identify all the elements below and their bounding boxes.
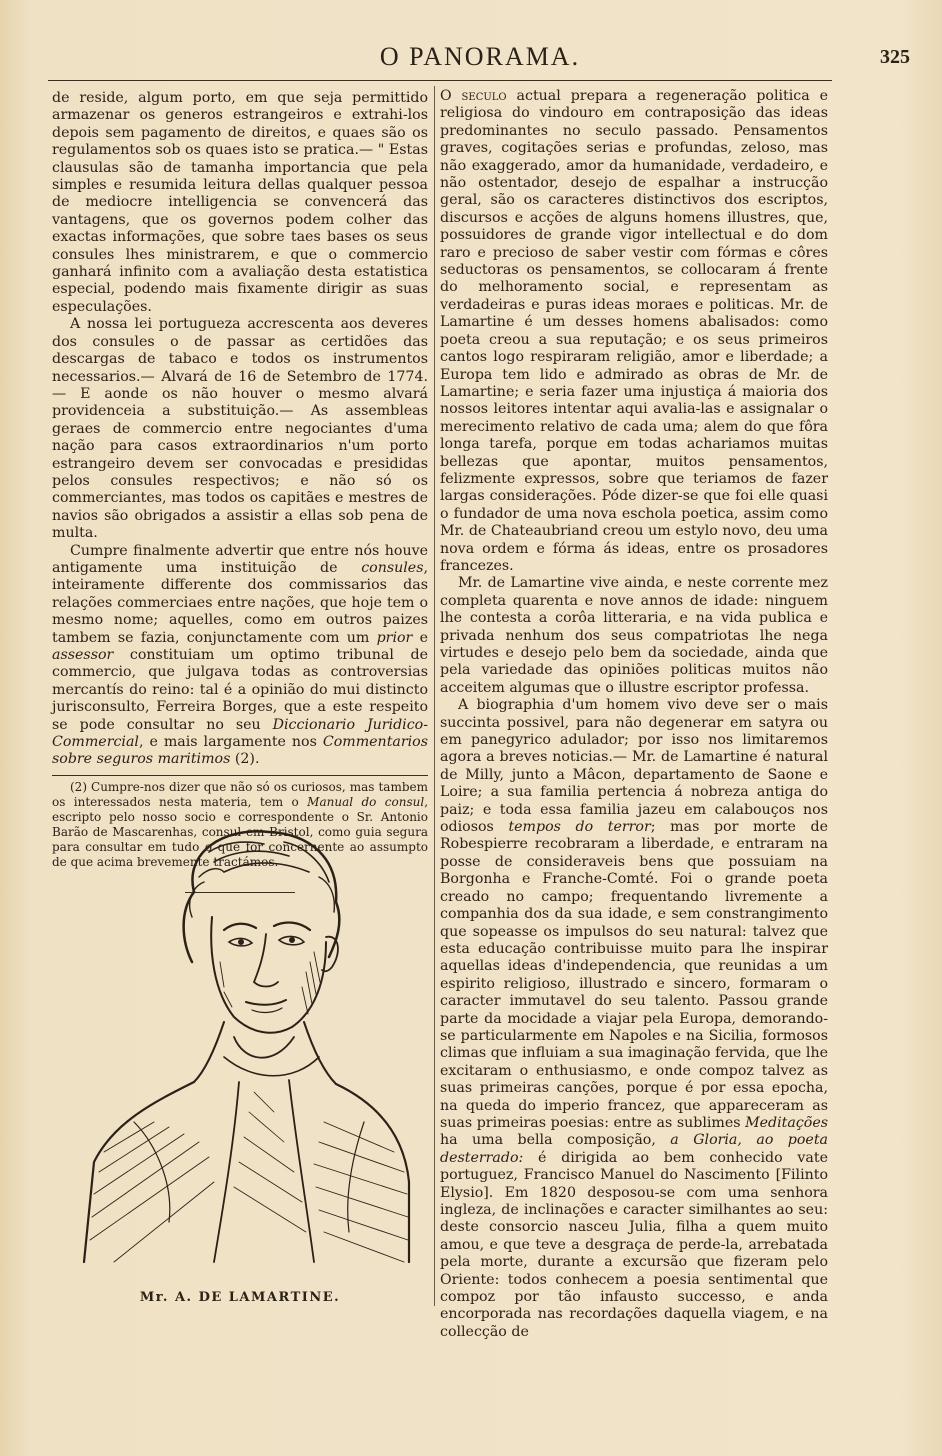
paragraph [52, 543, 428, 769]
italic-title: Manual do consul [307, 794, 425, 809]
column-divider [434, 86, 435, 1306]
left-column [52, 90, 428, 893]
italic-term: assessor [52, 647, 114, 663]
paragraph: de reside, algum porto, em que seja permittido armazenar os generos estrangeiros e extrahi-los depois sem pagamento de direitos, e quaes são os regulamentos sob os quaes isto se pratica.— " Estas clausulas são de tamanha importancia que pela simples e resumida leitura dellas qualquer pessoa de mediocre intelligencia se convencerá das vantagens, que os governos podem colher das exactas informações, que sobre taes bases os seus consules lhes ministrarem, e que o commercio ganhará infinito com a avaliação desta estatistica especial, podendo mais fixamente dirigir as suas especulações. [52, 90, 428, 315]
text-run: , e mais largamente nos [138, 734, 323, 751]
text-run: (2) Cumpre-nos dizer que não só os curiosos, mas tambem os interessados nesta materia, tem o [52, 779, 428, 809]
text-run: e [412, 629, 428, 646]
page-header [40, 42, 920, 76]
header-rule [48, 80, 832, 81]
italic-title: Meditações [745, 1114, 828, 1131]
italic-term: prior [376, 629, 413, 646]
portrait-caption: Mr. A. DE LAMARTINE. [139, 1290, 341, 1305]
paragraph: Mr. de Lamartine vive ainda, e neste corrente mez completa quarenta e nove annos de idade: ninguem lhe contesta a corôa litteraria, e na vida publica e privada nenhum dos seus compatriotas lhe nega virtudes e desejo pelo bem da sociedade, ainda que pela variedade das opiniões politicas muitos não acceitem algumas que o illustre escriptor professa. [440, 575, 828, 696]
text-run: é dirigida ao bem conhecido vate portuguez, Francisco Manuel do Nascimento [Filinto Elysio]. Em 1820 desposou-se com uma senhora ingleza, de inclinações e caracter similhantes ao seu: deste consorcio nasceu Julia, filha a quem muito amou, e que teve a desgraça de perde-la, arrebatada pela morte, durante a excursão que fizeram pelo Oriente: todos conhecem a poesia sentimental que compoz por tão infausto successo, e anda encorporada nas recordações daquella viagem, e na collecção de [440, 1149, 828, 1340]
masthead-title: O PANORAMA. [379, 42, 581, 71]
footnote-rule [52, 775, 428, 776]
paragraph [440, 697, 828, 1341]
right-column [440, 88, 828, 1341]
italic-term: consules [361, 559, 424, 576]
portrait-engraving [74, 822, 414, 1282]
italic-term: tempos do terror [508, 819, 651, 836]
text-run: ; mas por morte de Robespierre recobraram a liberdade, e entraram na posse de consideraveis bens que possuiam na Borgonha e Franche-Comté. Foi o grande poeta creado no campo; frequentando livremente a companhia dos da sua idade, e sem constrangimento que sopeasse os impulsos do seu natural: talvez que esta educação contribuisse muito para lhe inspirar aquellas ideas d'independencia, que reunidas a um espirito religioso, illustrado e sincero, formaram o caracter immutavel do seu talento. Passou grande parte da mocidade a viajar pela Europa, demorando-se particularmente em Napoles e na Sicilia, formosos climas que influiam a sua imaginação fervida, que lhe excitaram o enthusiasmo, e onde compoz talvez as suas primeiras canções, porque é por essa epocha, na queda do imperio francez, que appareceram as suas primeiras poesias: entre as sublimes [440, 819, 828, 1131]
page-number: 325 [880, 46, 910, 68]
text-run: actual prepara a regeneração politica e religiosa do vindouro em contraposição das ideas predominantes no seculo passado. Pensamentos graves, cogitações serias e profundas, zeloso, mas não exaggerado, amor da humanidade, verdadeiro, e não ostentador, desejo de espalhar a instrucção geral, são os caracteres distinctivos dos escriptos, discursos e acções de alguns homens illustres, que, possuidores de grande vigor intellectual e do dom raro e precioso de saber vestir com fórmas e côres seductoras os pensamentos, se collocaram á frente do melhoramento social, e representam as verdadeiras e puras ideas moraes e politicas. Mr. de Lamartine é um desses homens abalisados: como poeta creou a sua reputação; e os seus primeiros cantos logo respiraram religião, amor e liberdade; a Europa tem lido e admirado as obras de Mr. de Lamartine; e seria fazer uma injustiça á maioria dos nossos leitores intentar aqui avalia-las e assignalar o merecimento relativo de cada uma; alem do que fôra longa tarefa, porque em todas achariamos muitas bellezas que apontar, muitos pensamentos, felizmente expressos, sobre que teriamos de fazer largas considerações. Póde dizer-se que foi elle quasi o fundador de uma nova eschola poetica, assim como Mr. de Chateaubriand creou um estylo novo, deu uma nova ordem e fórma ás ideas, entre os prosadores francezes. [440, 88, 828, 574]
text-run: constituiam um optimo tribunal de commercio, que julgava todas as controversias mercantís do reino: tal é a opinião do mui distincto jurisconsulto, Ferreira Borges, que a este respeito se pode consultar no seu [52, 647, 428, 733]
text-run: ha uma bella composição, [440, 1132, 671, 1149]
italic-title: Commentarios sobre seguros maritimos [52, 734, 428, 768]
text-run: A biographia d'um homem vivo deve ser o mais succinta possivel, para não degenerar em satyra ou em panegyrico adulador; por isso nos limitaremos agora a breves noticias.— Mr. de Lamartine é natural de Milly, junto a Mâcon, departamento de Saone e Loire; a sua familia pertencia á nobreza antiga do paiz; e toda essa familia jazeu em calabouços nos odiosos [440, 697, 828, 836]
paragraph [440, 88, 828, 575]
text-run: , escripto pelo nosso socio e correspondente o Sr. Antonio Barão de Mascarenhas, consul em Bristol, como guia segura para consultar em tudo o que for concernente ao assumpto de que acima brevemente tractámos. [52, 794, 429, 869]
lead-words: O seculo [440, 88, 507, 104]
paragraph: A nossa lei portugueza accrescenta aos deveres dos consules o de passar as certidões das descargas de tabaco e todos os instrumentos necessarios.— Alvará de 16 de Setembro de 1774.— E aonde os não houver o mesmo alvará providenceia a substituição.— As assembleas geraes de commercio entre negociantes d'uma nação para casos extraordinarios n'um porto estrangeiro devem ser convocadas e presididas pelos consules respectivos; e não só os commerciantes, mas todos os capitães e mestres de navios são obrigados a assistir a ellas sob pena de multa. [52, 316, 428, 542]
text-run: (2). [230, 751, 260, 768]
text-run: Cumpre finalmente advertir que entre nós houve antigamente uma instituição de [52, 542, 428, 576]
italic-title: a Gloria, ao poeta desterrado: [440, 1132, 828, 1166]
italic-title: Diccionario Juridico-Commercial [52, 716, 428, 751]
text-run: , inteiramente differente dos commissarios das relações commerciaes entre nações, que hoje tem o mesmo nome; aquelles, como em outros paizes tambem se fazia, conjunctamente com um [52, 559, 428, 646]
